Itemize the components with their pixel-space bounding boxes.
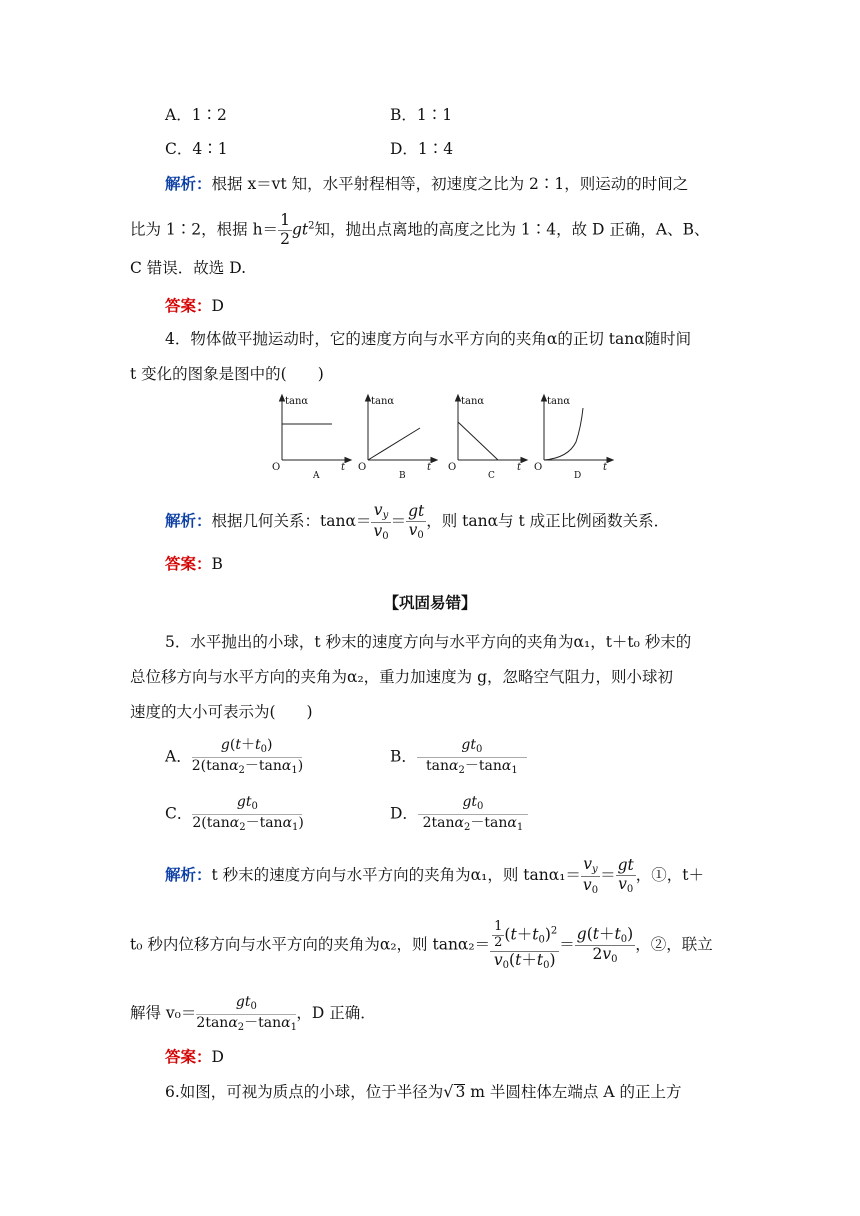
graph-d-xlabel: t — [603, 462, 608, 473]
analysis-label: 解析： — [165, 511, 212, 530]
graph-c-letter: C — [488, 471, 495, 481]
analysis-label: 解析： — [165, 174, 212, 193]
graph-b-letter: B — [399, 471, 406, 481]
q5-analysis-line1: 解析：t 秒末的速度方向与水平方向的夹角为α₁，则 tanα₁＝ $\frac{v_y}{v_0}$ ＝ $\frac{gt}{v_0}$ ，①，t＋ — [165, 855, 704, 896]
answer-value: B — [211, 555, 223, 573]
graph-a-ylabel: tanα — [285, 396, 309, 407]
q3-analysis-line1 — [165, 176, 688, 193]
q6-question-line1: 6.如图，可视为质点的小球，位于半径为√ 3 m 半圆柱体左端点 A 的正上方 — [165, 1082, 682, 1101]
q5-analysis-text2: t₀ 秒内位移方向与水平方向的夹角为α₂，则 tanα₂＝ — [130, 935, 491, 954]
analysis-label: 解析： — [165, 865, 212, 884]
q5-analysis-line2: t₀ 秒内位移方向与水平方向的夹角为α₂，则 tanα₂＝ $\frac{1}{2}$ $(t+t_0)^2$ $v_0(t+t_0)$ ＝ $\frac{g(t+t_0)}{2v_0}$ ，②，联立 — [130, 919, 713, 971]
graph-c-ylabel: tanα — [461, 396, 485, 407]
fraction-one-half: $\frac{1}{2}$ — [280, 211, 290, 248]
q6-text2: m 半圆柱体左端点 A 的正上方 — [465, 1083, 682, 1101]
graph-b-xlabel: t — [427, 462, 432, 473]
q5-analysis-text2b: ，②，联立 — [635, 935, 713, 954]
section-title: 【巩固易错】 — [383, 593, 477, 612]
answer-label: 答案： — [165, 554, 212, 573]
graph-d-ylabel: tanα — [547, 396, 571, 407]
graph-b-ylabel: tanα — [371, 396, 395, 407]
answer-value: D — [211, 1048, 224, 1066]
q5-option-c: C． $\frac{gt_0}{2(\tan\alpha_2-\tan\alpha_1)}$ — [165, 794, 304, 833]
q5-analysis-text1b: ，①，t＋ — [635, 866, 704, 884]
q4-analysis: 解析：根据几何关系：tanα＝ $\frac{v_y}{v_0}$ ＝ $\frac{gt}{v_0}$ ，则 tanα与 t 成正比例函数关系． — [165, 501, 670, 542]
q3-analysis-text2a: 比为 1∶2，根据 h＝ — [130, 220, 279, 239]
q3-option-a: A．1∶2 — [165, 106, 227, 124]
q5-question-line2: 总位移方向与水平方向的夹角为α₂，重力加速度为 g，忽略空气阻力，则小球初 — [130, 668, 674, 686]
graph-d-origin: O — [534, 462, 543, 473]
q5-analysis-text3: 解得 v₀＝ — [130, 1004, 197, 1022]
graph-c-origin: O — [448, 462, 457, 473]
q3-answer — [165, 298, 224, 315]
q5-analysis-line3: 解得 v₀＝ $\frac{gt_0}{2\tan\alpha_2-\tan\alpha_1}$ ，D 正确． — [130, 994, 376, 1033]
q3-analysis-line3: C 错误．故选 D. — [130, 259, 247, 277]
q4-analysis-text2: ，则 tanα与 t 成正比例函数关系． — [426, 512, 670, 530]
q6-text1: 6.如图，可视为质点的小球，位于半径为 — [165, 1083, 444, 1101]
q5-option-d: D． $\frac{gt_0}{2\tan\alpha_2-\tan\alpha_1}$ — [390, 794, 528, 834]
graph-d-letter: D — [574, 471, 582, 481]
graph-c-xlabel: t — [517, 462, 522, 473]
q5-question-line1: 5．水平抛出的小球，t 秒末的速度方向与水平方向的夹角为α₁，t＋t₀ 秒末的 — [165, 633, 692, 651]
q3-option-b: B．1∶1 — [390, 106, 453, 124]
q5-analysis-text3b: ，D 正确． — [296, 1004, 376, 1022]
q4-question-line2: t 变化的图象是图中的( ) — [130, 365, 324, 383]
answer-value: D — [211, 297, 224, 315]
q3-analysis-line2: 比为 1∶2，根据 h＝ $\frac{1}{2}$ $gt^2$知，抛出点离地的高度之比为 1∶4，故 D 正确，A、B、 — [130, 211, 710, 248]
graph-a-origin: O — [272, 462, 281, 473]
q5-option-a: A． $\frac{g(t+t_0)}{2(\tan\alpha_2-\tan\alpha_1)}$ — [165, 737, 304, 776]
q3-analysis-text2b: 知，抛出点离地的高度之比为 1∶4，故 D 正确，A、B、 — [314, 220, 710, 239]
q4-answer — [165, 556, 223, 573]
fraction-vy-over-v0: $\frac{v_y}{v_0}$ — [373, 501, 389, 542]
fraction-gt-over-v0: $\frac{gt}{v_0}$ — [408, 501, 425, 541]
answer-label: 答案： — [165, 296, 212, 315]
q5-question-line3: 速度的大小可表示为( ) — [130, 703, 313, 721]
q5-answer — [165, 1049, 224, 1066]
q3-analysis-text1: 根据 x＝vt 知，水平射程相等，初速度之比为 2∶1，则运动的时间之 — [211, 175, 689, 193]
q3-option-c: C．4∶1 — [165, 140, 228, 158]
graph-b-origin: O — [358, 462, 367, 473]
answer-label: 答案： — [165, 1047, 212, 1066]
graph-a-xlabel: t — [341, 462, 346, 473]
graph-a-letter: A — [313, 471, 320, 481]
q4-analysis-text1: 根据几何关系：tanα＝ — [211, 512, 372, 530]
q4-graphs-figure — [268, 392, 618, 482]
q5-option-b: B． $\frac{gt_0}{\tan\alpha_2-\tan\alpha_1}$ — [390, 737, 527, 777]
q4-question-line1: 4．物体做平抛运动时，它的速度方向与水平方向的夹角α的正切 tanα随时间 — [165, 330, 692, 348]
q3-option-d: D．1∶4 — [390, 140, 454, 158]
q5-analysis-text1: t 秒末的速度方向与水平方向的夹角为α₁，则 tanα₁＝ — [211, 866, 581, 884]
